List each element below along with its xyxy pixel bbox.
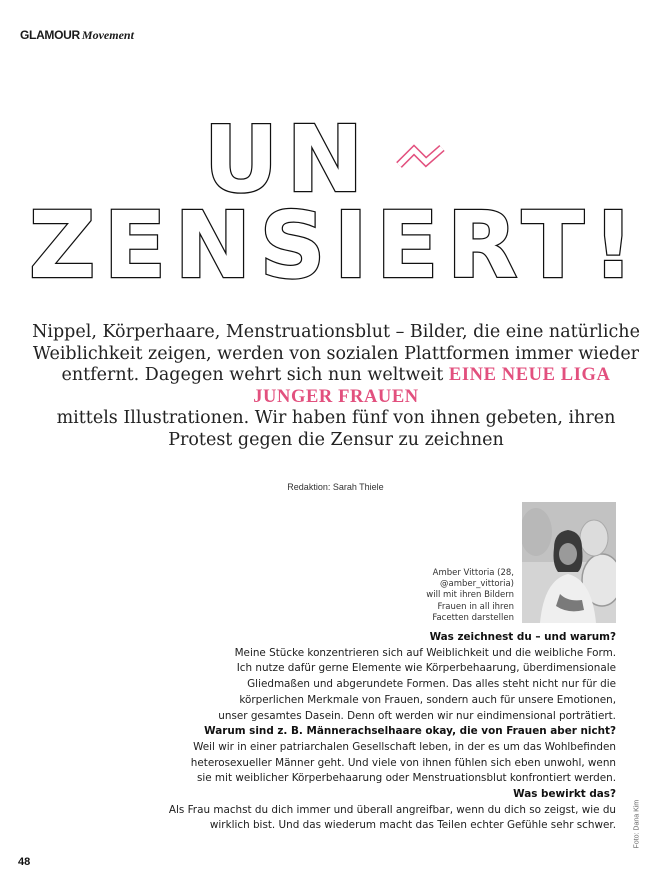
caption-line: Frauen in all ihren xyxy=(437,601,514,612)
intro-highlight: EINE NEUE LIGA JUNGER FRAUEN xyxy=(253,365,611,407)
caption-line: Facetten darstellen xyxy=(432,612,514,623)
page-number: 48 xyxy=(18,856,31,868)
caption-line: Amber Vittoria (28, xyxy=(432,568,514,578)
intro-paragraph xyxy=(30,322,642,451)
answer-line: heterosexueller Männer geht. Und viele von ihnen fühlen sich eben unwohl, wenn xyxy=(190,756,616,769)
photo-caption xyxy=(426,568,514,624)
question: Was zeichnest du – und warum? xyxy=(429,631,616,643)
answer-line: wirklich bist. Und das wiederum macht das Teilen echter Gefühle sehr schwer. xyxy=(209,819,616,832)
brand-section: Movement xyxy=(81,28,134,42)
portrait-photo xyxy=(522,502,616,623)
answer-line: sie mit weiblicher Körperbehaarung oder Menstruationsblut konfrontiert werden. xyxy=(196,772,616,785)
squiggle-decoration xyxy=(396,140,446,174)
answer-line: Gliedmaßen und abgerundete Formen. Das alles steht nicht nur für die xyxy=(247,678,616,691)
answer-line: Meine Stücke konzentrieren sich auf Weiblichkeit und die weibliche Form. xyxy=(234,646,616,659)
intro-text-before: Nippel, Körperhaare, Menstruationsblut – Bilder, die eine natürliche Weiblichkeit zeigen, werden von sozialen Plattformen immer wieder entfernt. Dagegen wehrt sich nun weltweit xyxy=(32,322,640,385)
caption-line: @amber_vittoria) xyxy=(440,579,514,590)
answer-line: Weil wir in einer patriarchalen Gesellschaft leben, in der es um das Wohlbefinden xyxy=(193,740,616,753)
headline-line-2: ZENSIERT! xyxy=(28,192,643,299)
headline-line-1: UN xyxy=(203,106,372,213)
question: Warum sind z. B. Männerachselhaare okay, die von Frauen aber nicht? xyxy=(204,725,616,738)
intro-text-after: mittels Illustrationen. Wir haben fünf von ihnen gebeten, ihren Protest gegen die Zensur zu zeichnen xyxy=(56,408,616,450)
question: Was bewirkt das? xyxy=(513,788,616,801)
interview-qa xyxy=(96,630,616,834)
answer-line: Ich nutze dafür gerne Elemente wie Körperbehaarung, überdimensionale xyxy=(236,662,616,675)
answer-line: unser gesamtes Dasein. Denn oft werden wir nur eindimensional porträtiert. xyxy=(218,709,616,722)
caption-line: will mit ihren Bildern xyxy=(426,590,514,601)
editorial-credit: Redaktion: Sarah Thiele xyxy=(287,482,384,492)
answer-line: Als Frau machst du dich immer und überall angreifbar, wenn du dich so zeigst, wie du xyxy=(168,803,616,816)
magazine-brand xyxy=(20,28,134,43)
answer-line: körperlichen Merkmale von Frauen, sondern auch für unsere Emotionen, xyxy=(239,693,616,706)
brand-name: GLAMOUR xyxy=(20,28,80,42)
photo-credit: Foto: Dana Kim xyxy=(633,799,641,849)
